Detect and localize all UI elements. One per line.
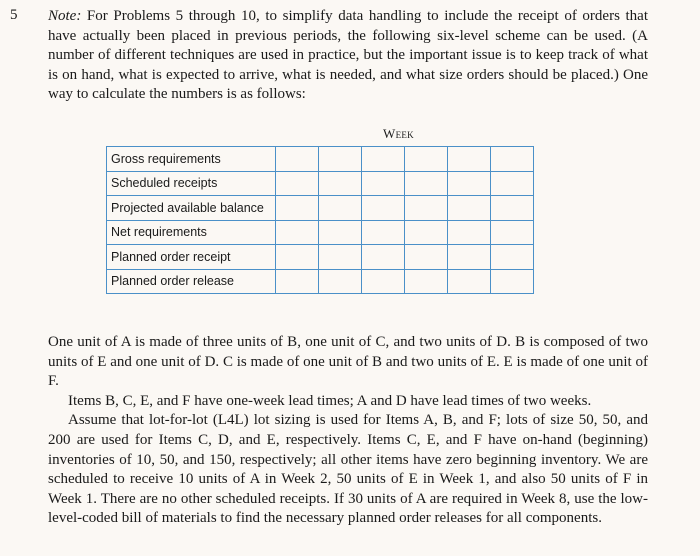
mrp-week-cell <box>491 147 534 172</box>
mrp-week-cell <box>448 196 491 221</box>
mrp-week-cell <box>362 245 405 270</box>
mrp-week-cell <box>448 147 491 172</box>
mrp-week-cell <box>405 196 448 221</box>
mrp-week-cell <box>448 171 491 196</box>
mrp-week-cell <box>276 245 319 270</box>
week-header <box>383 126 414 142</box>
bom-paragraph: One unit of A is made of three units of B, one unit of C, and two units of D. B is composed of two units of E and one unit of D. C is made of one unit of B and two units of E. E is made of one unit of F. <box>48 334 648 390</box>
mrp-week-cell <box>491 171 534 196</box>
mrp-week-cell <box>405 147 448 172</box>
mrp-week-cell <box>491 220 534 245</box>
mrp-row <box>107 220 534 245</box>
mrp-week-cell <box>362 196 405 221</box>
note-label: Note: <box>48 8 82 24</box>
mrp-row <box>107 269 534 294</box>
mrp-week-cell <box>448 269 491 294</box>
mrp-row-label: Projected available balance <box>107 196 276 221</box>
mrp-week-cell <box>276 147 319 172</box>
mrp-week-cell <box>362 147 405 172</box>
mrp-week-cell <box>491 245 534 270</box>
mrp-week-cell <box>405 220 448 245</box>
mrp-table <box>106 146 534 294</box>
mrp-week-cell <box>448 245 491 270</box>
mrp-week-cell <box>319 196 362 221</box>
mrp-row <box>107 147 534 172</box>
mrp-week-cell <box>276 269 319 294</box>
mrp-week-cell <box>319 147 362 172</box>
problem-number: 5 <box>10 7 18 23</box>
problem-body <box>48 333 648 529</box>
mrp-week-cell <box>405 171 448 196</box>
mrp-week-cell <box>319 220 362 245</box>
mrp-row-label: Planned order release <box>107 269 276 294</box>
mrp-row-label: Gross requirements <box>107 147 276 172</box>
mrp-week-cell <box>276 196 319 221</box>
mrp-week-cell <box>319 269 362 294</box>
lot-sizing-paragraph: Assume that lot-for-lot (L4L) lot sizing is used for Items A, B, and F; lots of size 50, 50, and 200 are used for Items C, D, and E, respectively. Items C, E, and F have on-hand (beginning) inventories of 10, 50, and 150, respectively; all other items have zero beginning inventory. We are scheduled to receive 10 units of A in Week 2, 50 units of E in Week 1, and also 50 units of F in Week 1. There are no other scheduled receipts. If 30 units of A are required in Week 8, use the low-level-coded bill of materials to find the necessary planned order releases for all components. <box>48 412 648 527</box>
intro-paragraph <box>48 7 648 105</box>
mrp-week-cell <box>276 171 319 196</box>
mrp-row-label: Planned order receipt <box>107 245 276 270</box>
intro-text: For Problems 5 through 10, to simplify data handling to include the receipt of orders that have actually been placed in previous periods, the following six-level scheme can be used. (A number of different techniques are used in practice, but the important issue is to keep track of what is on hand, what is expected to arrive, what is needed, and what size orders should be placed.) One way to calculate the numbers is as follows: <box>48 8 648 103</box>
mrp-row <box>107 245 534 270</box>
week-header-text: Week <box>383 126 414 141</box>
mrp-week-cell <box>491 269 534 294</box>
lead-time-paragraph: Items B, C, E, and F have one-week lead times; A and D have lead times of two weeks. <box>68 392 592 409</box>
mrp-week-cell <box>362 220 405 245</box>
mrp-week-cell <box>362 269 405 294</box>
mrp-week-cell <box>405 269 448 294</box>
mrp-row <box>107 196 534 221</box>
mrp-week-cell <box>491 196 534 221</box>
mrp-row-label: Net requirements <box>107 220 276 245</box>
mrp-week-cell <box>448 220 491 245</box>
mrp-week-cell <box>362 171 405 196</box>
mrp-row-label: Scheduled receipts <box>107 171 276 196</box>
mrp-week-cell <box>276 220 319 245</box>
mrp-row <box>107 171 534 196</box>
mrp-week-cell <box>319 245 362 270</box>
mrp-week-cell <box>405 245 448 270</box>
mrp-week-cell <box>319 171 362 196</box>
